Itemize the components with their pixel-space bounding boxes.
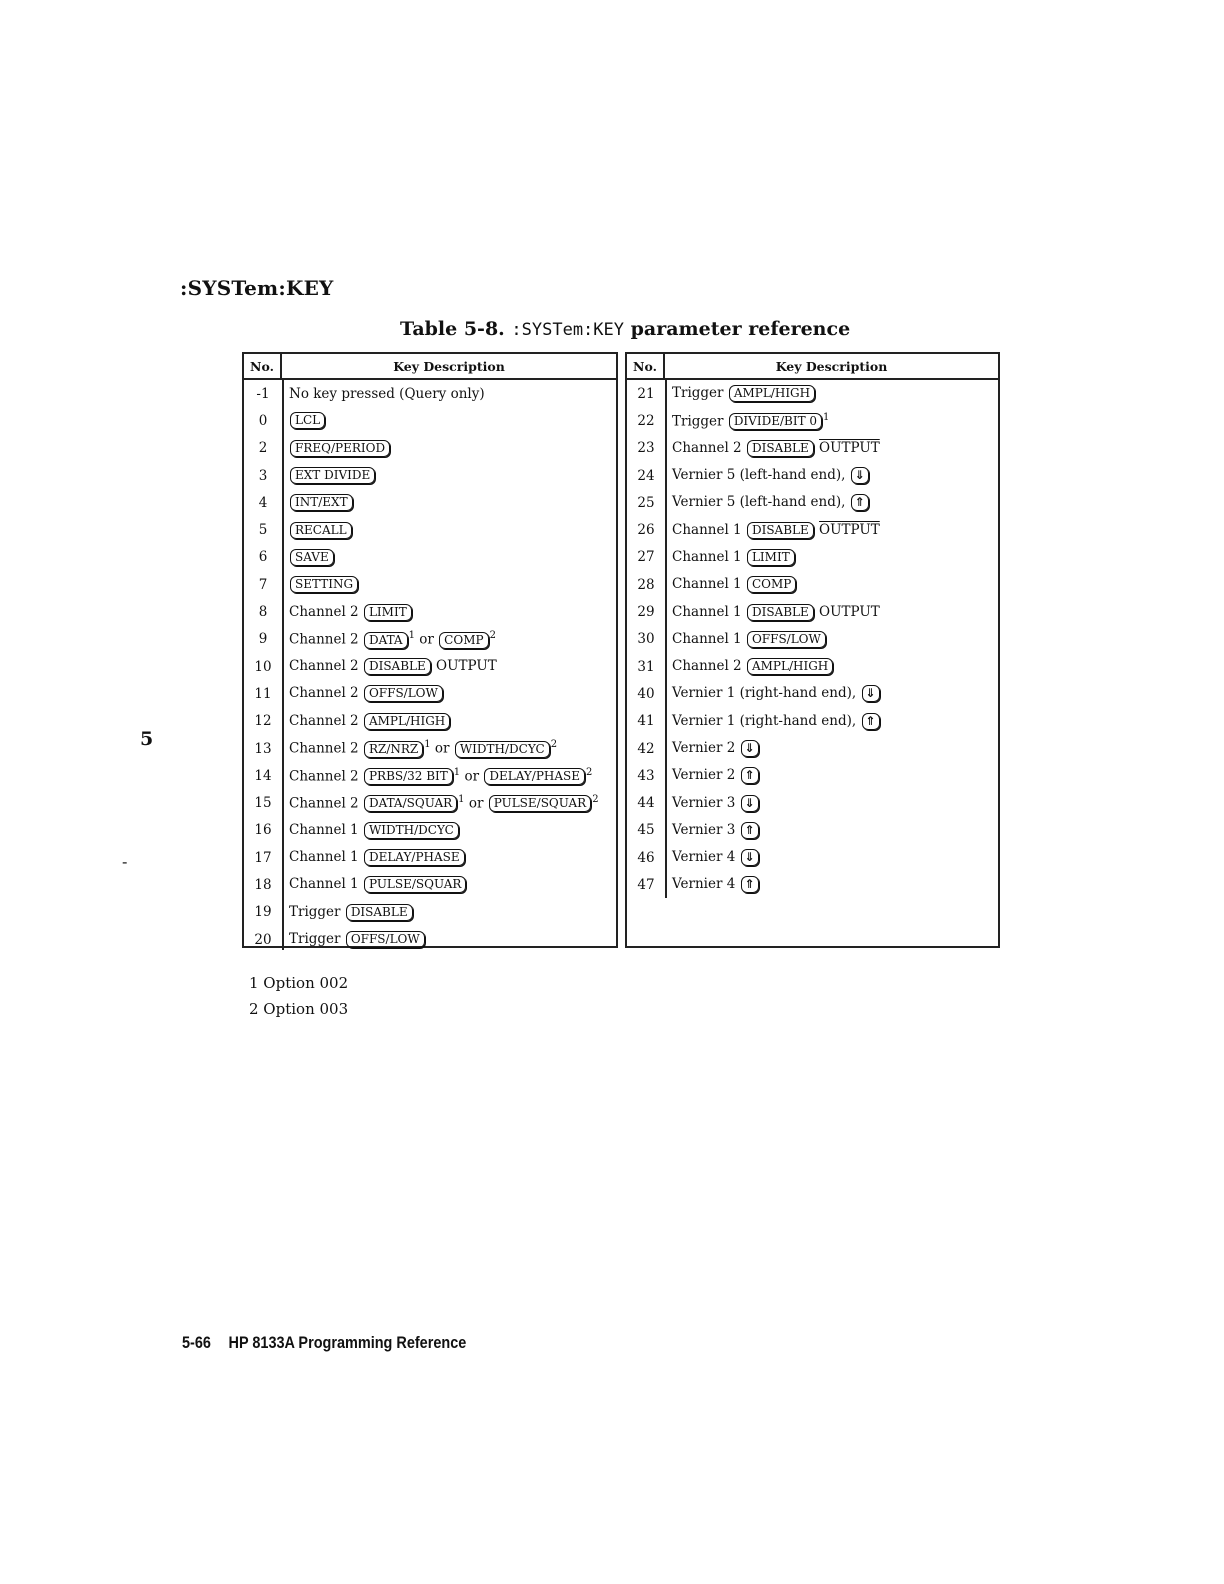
key-number: 22 [637, 412, 655, 429]
key-number: -1 [256, 385, 270, 402]
description-text: Vernier 3 [672, 821, 736, 838]
table-row [244, 653, 616, 680]
key-number: 20 [254, 931, 272, 948]
key-description [284, 767, 616, 786]
margin-mark: - [122, 852, 128, 871]
table-row [244, 435, 616, 462]
description-text: or [434, 740, 450, 757]
key-number: 9 [258, 631, 268, 648]
key-number: 5 [258, 522, 268, 539]
key-description [667, 658, 998, 675]
key-description [667, 440, 998, 457]
footnote-ref: 2 [592, 793, 599, 805]
description-text: Channel 2 [672, 658, 742, 675]
table-row [244, 407, 616, 434]
description-text: Channel 2 [672, 439, 742, 456]
description-text: Vernier 2 [672, 767, 736, 784]
description-text: Vernier 3 [672, 794, 736, 811]
description-text: Trigger [672, 385, 724, 402]
key-number: 31 [637, 658, 655, 675]
key-description [284, 822, 616, 839]
key-cap: INT/EXT [290, 494, 353, 511]
key-number: 10 [254, 658, 272, 675]
key-number: 3 [258, 467, 268, 484]
description-text: Channel 1 [672, 548, 742, 565]
table-row [244, 708, 616, 735]
key-description [667, 522, 998, 539]
key-description [284, 685, 616, 702]
key-number: 4 [258, 494, 268, 511]
description-text: OUTPUT [436, 658, 497, 675]
key-description [667, 685, 998, 702]
key-description [284, 931, 616, 948]
key-number: 28 [637, 576, 655, 593]
key-number: 8 [258, 604, 268, 621]
key-cap: SAVE [290, 549, 334, 566]
description-text: Channel 2 [289, 712, 359, 729]
key-table-right [625, 352, 1000, 948]
arrow-down-icon: ⇓ [862, 685, 880, 702]
key-description [284, 386, 616, 402]
key-description [667, 849, 998, 866]
table-row [627, 871, 998, 898]
key-description [284, 658, 616, 675]
table-row [244, 735, 616, 762]
key-cap: PRBS/32 BIT [364, 768, 453, 785]
table-row [627, 407, 998, 434]
key-number: 26 [637, 522, 655, 539]
key-number: 29 [637, 604, 655, 621]
description-text: Channel 1 [672, 576, 742, 593]
key-description [667, 576, 998, 593]
key-description [284, 467, 616, 484]
table-row [627, 462, 998, 489]
key-number: 19 [254, 904, 272, 921]
key-cap: DISABLE [364, 658, 431, 675]
footnote-ref: 2 [550, 739, 558, 751]
table-row [627, 708, 998, 735]
table-row [627, 380, 998, 407]
key-cap: LCL [290, 412, 325, 429]
description-text: Vernier 2 [672, 740, 736, 756]
key-number: 25 [637, 494, 655, 511]
description-text: Vernier 5 (left-hand end), [672, 494, 846, 511]
key-number: 16 [254, 822, 272, 839]
key-cap: DISABLE [747, 440, 814, 457]
key-cap: DIVIDE/BIT 0 [729, 413, 822, 430]
key-description [667, 467, 998, 484]
key-number: 46 [637, 849, 655, 866]
page-footer [182, 1333, 466, 1353]
table-row [244, 899, 616, 926]
description-text: Channel 2 [289, 631, 359, 648]
key-number: 45 [637, 822, 655, 839]
arrow-down-icon: ⇓ [851, 467, 869, 484]
table-row [244, 817, 616, 844]
description-text: Channel 1 [672, 603, 742, 620]
table-row [627, 544, 998, 571]
table-row [627, 571, 998, 598]
arrow-down-icon: ⇓ [741, 849, 759, 866]
footnotes [249, 970, 348, 1022]
key-number: 15 [254, 795, 272, 812]
header-no: No. [627, 354, 665, 378]
key-description [284, 849, 616, 866]
key-cap: OFFS/LOW [747, 631, 826, 648]
key-cap: PULSE/SQUAR [489, 795, 591, 812]
footer-title: HP 8133A Programming Reference [228, 1333, 467, 1352]
key-cap: LIMIT [747, 549, 795, 566]
description-text: Vernier 5 (left-hand end), [672, 467, 846, 484]
description-text: or [419, 631, 434, 648]
key-cap: DISABLE [747, 604, 814, 621]
description-text: Channel 1 [289, 876, 359, 893]
key-description [667, 822, 998, 839]
table-row [627, 653, 998, 680]
table-row [244, 380, 616, 407]
footnote-ref: 1 [823, 411, 830, 423]
description-text: OUTPUT [819, 603, 880, 620]
footnote-ref: 1 [453, 766, 461, 778]
description-text: OUTPUT [819, 439, 880, 456]
key-description [284, 494, 616, 511]
table-row [244, 544, 616, 571]
table-row [627, 626, 998, 653]
table-row [244, 762, 616, 789]
description-text: Channel 1 [289, 821, 359, 838]
key-cap: DELAY/PHASE [484, 768, 585, 785]
description-text: Vernier 4 [672, 849, 736, 866]
key-cap: SETTING [290, 576, 358, 593]
key-description [284, 412, 616, 429]
key-cap: DATA [364, 632, 408, 649]
key-number: 40 [637, 685, 655, 702]
key-description [667, 876, 998, 893]
key-cap: OFFS/LOW [364, 685, 443, 702]
description-text: Trigger [289, 931, 341, 948]
key-description [284, 549, 616, 566]
key-number: 44 [637, 795, 655, 812]
key-cap: COMP [747, 576, 796, 593]
key-cap: LIMIT [364, 604, 412, 621]
key-cap: RECALL [290, 522, 352, 539]
key-cap: COMP [439, 632, 488, 649]
table-row [244, 516, 616, 543]
key-cap: DISABLE [747, 522, 814, 539]
description-text: or [468, 795, 484, 812]
table-row [627, 789, 998, 816]
description-text: Vernier 4 [672, 876, 736, 893]
description-text: Vernier 1 (right-hand end), [672, 685, 857, 702]
key-cap: DELAY/PHASE [364, 849, 465, 866]
column-divider [282, 380, 284, 950]
key-cap: WIDTH/DCYC [455, 741, 550, 758]
footnote-ref: 1 [424, 739, 431, 751]
table-row [244, 789, 616, 816]
arrow-up-icon: ⇑ [741, 876, 759, 893]
key-cap: PULSE/SQUAR [364, 876, 466, 893]
arrow-up-icon: ⇑ [851, 494, 869, 511]
key-number: 7 [258, 576, 268, 593]
arrow-down-icon: ⇓ [741, 795, 759, 812]
key-number: 6 [258, 549, 268, 566]
key-number: 47 [637, 876, 655, 893]
key-cap: DATA/SQUAR [364, 795, 457, 812]
table-row [244, 626, 616, 653]
key-number: 13 [254, 740, 272, 757]
description-text: Channel 1 [672, 521, 742, 538]
key-description [284, 904, 616, 921]
key-number: 41 [637, 713, 655, 730]
key-description [284, 630, 616, 649]
key-number: 17 [254, 849, 272, 866]
key-cap: FREQ/PERIOD [290, 440, 390, 457]
key-description [284, 876, 616, 893]
description-text: Channel 2 [289, 740, 359, 757]
key-number: 11 [254, 685, 272, 702]
key-description [667, 494, 998, 511]
footnote-ref: 1 [458, 793, 465, 805]
key-number: 30 [637, 631, 655, 648]
key-table-left [242, 352, 618, 948]
key-description [667, 604, 998, 621]
table-row [627, 762, 998, 789]
page-number: 5-66 [182, 1333, 211, 1352]
key-description [284, 440, 616, 457]
key-number: 42 [637, 740, 655, 757]
key-number: 23 [637, 440, 655, 457]
table-row [244, 598, 616, 625]
table-title-command: :SYSTem:KEY [511, 320, 624, 340]
key-cap: AMPL/HIGH [364, 713, 450, 730]
key-description [667, 713, 998, 730]
key-description [667, 549, 998, 566]
table-row [627, 844, 998, 871]
table-title-prefix: Table 5-8. [400, 318, 505, 340]
header-no: No. [244, 354, 282, 378]
description-text: OUTPUT [819, 521, 880, 538]
description-text: Channel 1 [289, 849, 359, 866]
table-row [627, 598, 998, 625]
arrow-up-icon: ⇑ [741, 767, 759, 784]
key-description [284, 604, 616, 621]
description-text: Channel 2 [289, 658, 359, 675]
key-description [284, 522, 616, 539]
arrow-up-icon: ⇑ [741, 822, 759, 839]
footnote-ref: 2 [489, 630, 496, 642]
section-heading: :SYSTem:KEY [180, 276, 334, 300]
key-number: 12 [254, 713, 272, 730]
key-number: 14 [254, 767, 272, 784]
footnote: 1 Option 002 [249, 974, 349, 992]
description-text: Channel 2 [289, 768, 359, 785]
key-description [667, 385, 998, 402]
table-body [244, 380, 616, 953]
description-text: No key pressed (Query only) [289, 385, 485, 402]
key-number: 43 [637, 767, 655, 784]
key-number: 24 [637, 467, 655, 484]
key-number: 27 [637, 549, 655, 566]
header-description: Key Description [775, 358, 888, 374]
footnote-ref: 2 [586, 766, 593, 778]
header-description: Key Description [393, 358, 505, 374]
key-number: 21 [637, 385, 655, 402]
table-row [627, 489, 998, 516]
key-cap: EXT DIVIDE [290, 467, 375, 484]
key-cap: AMPL/HIGH [729, 385, 815, 402]
table-row [244, 680, 616, 707]
key-cap: OFFS/LOW [346, 931, 425, 948]
description-text: Channel 1 [672, 630, 742, 647]
description-text: Channel 2 [289, 795, 359, 812]
footnote-ref: 1 [408, 630, 415, 642]
table-header [244, 354, 616, 380]
key-description [667, 740, 998, 757]
footnote: 2 Option 003 [249, 1000, 349, 1018]
key-number: 2 [258, 440, 268, 457]
description-text: Channel 2 [289, 685, 359, 702]
key-description [284, 713, 616, 730]
key-description [667, 795, 998, 812]
key-cap: AMPL/HIGH [747, 658, 833, 675]
key-description [667, 631, 998, 648]
column-divider [665, 380, 667, 898]
table-row [244, 462, 616, 489]
description-text: Vernier 1 (right-hand end), [672, 712, 857, 729]
table-row [244, 926, 616, 953]
key-number: 0 [258, 412, 268, 429]
arrow-up-icon: ⇑ [862, 713, 880, 730]
key-description [284, 739, 616, 758]
description-text: Trigger [289, 903, 341, 920]
key-description [284, 794, 616, 813]
key-number: 18 [254, 876, 272, 893]
key-description [284, 576, 616, 593]
key-cap: WIDTH/DCYC [364, 822, 459, 839]
table-row [627, 680, 998, 707]
table-row [244, 571, 616, 598]
chapter-tab: 5 [140, 728, 154, 750]
table-row [244, 871, 616, 898]
key-cap: DISABLE [346, 904, 413, 921]
key-cap: RZ/NRZ [364, 741, 423, 758]
key-description [667, 767, 998, 784]
description-text: Trigger [672, 413, 724, 430]
table-row [627, 735, 998, 762]
table-row [627, 817, 998, 844]
table-title-suffix: parameter reference [630, 318, 851, 340]
description-text: Channel 2 [289, 603, 359, 620]
key-description [667, 412, 998, 431]
table-row [627, 516, 998, 543]
table-row [627, 435, 998, 462]
table-body [627, 380, 998, 899]
table-header [627, 354, 998, 380]
description-text: or [464, 768, 480, 785]
arrow-down-icon: ⇓ [741, 740, 759, 757]
table-row [244, 844, 616, 871]
table-row [244, 489, 616, 516]
table-title [400, 318, 850, 340]
